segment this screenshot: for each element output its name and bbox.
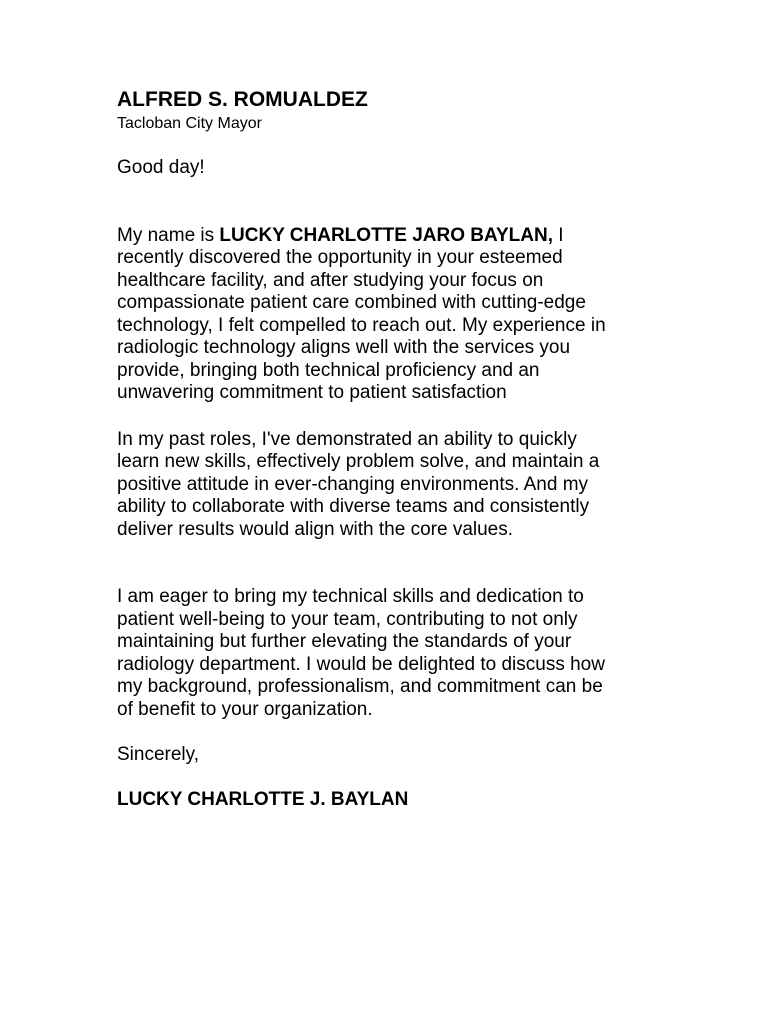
paragraph-line: technology, I felt compelled to reach out. My experience in bbox=[117, 314, 606, 336]
paragraph-line: I am eager to bring my technical skills and dedication to bbox=[117, 586, 584, 607]
paragraph-line bbox=[117, 225, 677, 248]
paragraph-line: healthcare facility, and after studying your focus on bbox=[117, 269, 544, 291]
paragraph-line: In my past roles, I've demonstrated an ability to quickly bbox=[117, 428, 577, 450]
paragraph-introduction bbox=[117, 225, 677, 405]
recipient-name: ALFRED S. ROMUALDEZ bbox=[117, 88, 368, 111]
recipient-block bbox=[117, 86, 677, 134]
paragraph-past-roles bbox=[117, 429, 677, 542]
applicant-name: LUCKY CHARLOTTE JARO BAYLAN, bbox=[219, 224, 553, 246]
paragraph-line: ability to collaborate with diverse teams and consistently bbox=[117, 496, 590, 517]
paragraph-line: my background, professionalism, and commitment can be bbox=[117, 676, 603, 697]
paragraph-line: maintaining but further elevating the standards of your bbox=[117, 631, 572, 652]
closing: Sincerely, bbox=[117, 744, 200, 765]
intro-text: My name is bbox=[117, 224, 220, 246]
letter-content bbox=[117, 86, 677, 811]
paragraph-line: learn new skills, effectively problem solve, and maintain a bbox=[117, 451, 600, 472]
paragraph-line: unwavering commitment to patient satisfaction bbox=[117, 382, 507, 403]
paragraph-line: patient well-being to your team, contributing to not only bbox=[117, 608, 578, 630]
paragraph-line: compassionate patient care combined with cutting-edge bbox=[117, 292, 586, 313]
paragraph-line: of benefit to your organization. bbox=[117, 698, 373, 720]
signature-name: LUCKY CHARLOTTE J. BAYLAN bbox=[117, 788, 409, 810]
recipient-title: Tacloban City Mayor bbox=[117, 115, 262, 132]
paragraph-line: provide, bringing both technical proficiency and an bbox=[117, 359, 540, 381]
paragraph-line: radiologic technology aligns well with the services you bbox=[117, 337, 571, 358]
paragraph-line: radiology department. I would be delighted to discuss how bbox=[117, 653, 605, 675]
greeting: Good day! bbox=[117, 157, 205, 178]
paragraph-line: positive attitude in ever-changing environments. And my bbox=[117, 473, 589, 495]
paragraph-line: recently discovered the opportunity in your esteemed bbox=[117, 247, 563, 268]
intro-continuation: I bbox=[553, 224, 564, 246]
paragraph-eager bbox=[117, 586, 677, 721]
paragraph-line: deliver results would align with the core values. bbox=[117, 518, 514, 540]
